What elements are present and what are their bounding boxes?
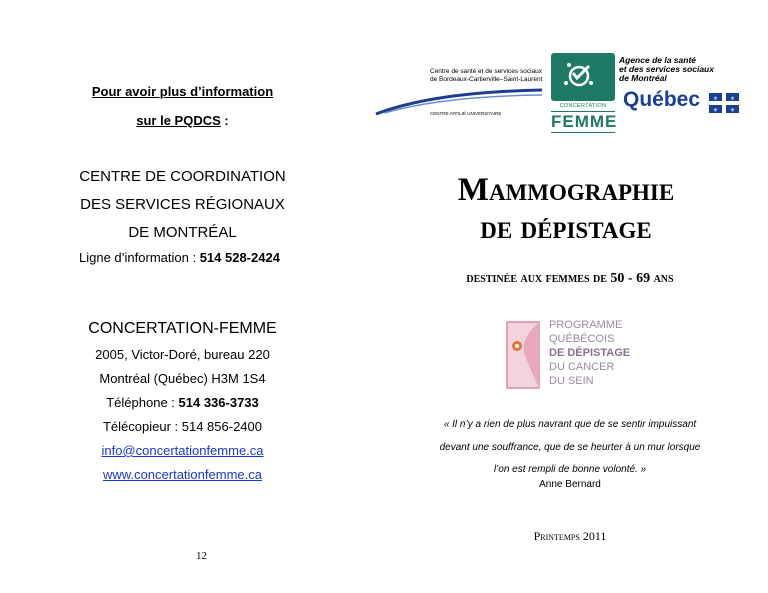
pqdcs-link[interactable]: sur le PQDCS (136, 113, 221, 128)
flower-check-icon (551, 53, 615, 101)
fax-line: Télécopieur : 514 856-2400 (102, 419, 262, 434)
season-label: Printemps 2011 (533, 529, 607, 543)
concertation-label: CONCERTATION (559, 103, 607, 109)
svg-text:⚜: ⚜ (729, 95, 736, 103)
concertation-emblem (551, 53, 615, 101)
info-phone-number: 514 528-2424 (199, 250, 280, 265)
pqdcs-logo (505, 318, 635, 392)
quote-line-3: l’on est rempli de bonne volonté. » (493, 464, 647, 475)
pqdcs-line-5: DU SEIN (549, 375, 594, 387)
info-colon: : (220, 113, 229, 128)
phone-label: Téléphone : (106, 395, 179, 410)
svg-text:⚜: ⚜ (712, 95, 719, 103)
svg-text:⚜: ⚜ (712, 107, 719, 113)
csss-affiliation: CENTRE AFFILIÉ UNIVERSITAIRE (430, 111, 502, 116)
agence-line-1: Agence de la santé (619, 55, 697, 65)
agence-line-3: de Montréal (619, 73, 667, 83)
phone-number: 514 336-3733 (178, 395, 259, 410)
info-phone-line (79, 250, 280, 265)
quebec-flag-icon (709, 93, 739, 113)
centre-line-2: DES SERVICES RÉGIONAUX (80, 196, 285, 213)
csss-name-line-2: de Bordeaux-Cartierville–Saint-Laurent (430, 76, 543, 83)
centre-line-3: DE MONTRÉAL (128, 224, 237, 241)
website-wrap (40, 467, 325, 482)
pqdcs-line-1: PROGRAMME (549, 319, 623, 331)
address-line-1: 2005, Victor-Doré, bureau 220 (95, 347, 270, 362)
pqdcs-line-4: DU CANCER (549, 361, 615, 373)
pqdcs-line-2: QUÉBÉCOIS (549, 333, 615, 345)
csss-name-line-1: Centre de santé et de services sociaux (430, 68, 543, 75)
concertation-femme-logo (551, 53, 618, 135)
org-name: CONCERTATION-FEMME (88, 320, 277, 337)
phone-line (40, 395, 325, 410)
info-phone-label: Ligne d’information : (79, 250, 200, 265)
csss-logo (374, 56, 544, 126)
website-link[interactable]: www.concertationfemme.ca (103, 467, 262, 482)
email-wrap (40, 443, 325, 458)
agence-quebec-logo (619, 56, 744, 116)
title-line-1: Mammographie (457, 172, 675, 208)
pqdcs-line-3: DE DÉPISTAGE (549, 347, 631, 359)
title-line-2: de dépistage (480, 210, 652, 246)
pqdcs-ribbon-icon (505, 320, 545, 390)
svg-text:⚜: ⚜ (729, 107, 736, 113)
address-line-2: Montréal (Québec) H3M 1S4 (99, 371, 266, 386)
quote-line-2: devant une souffrance, que de se heurter à un mur lorsque (439, 442, 701, 453)
quote-line-1: « Il n’y a rien de plus navrant que de se sentir impuissant (443, 419, 697, 430)
quebec-wordmark: Québec (623, 88, 701, 111)
femme-label: FEMME (551, 112, 618, 131)
agence-line-2: et des services sociaux (619, 64, 714, 74)
quote-author: Anne Bernard (539, 479, 601, 490)
page-number: 12 (196, 550, 207, 562)
email-link[interactable]: info@concertationfemme.ca (101, 443, 264, 458)
info-heading: Pour avoir plus d’information (91, 84, 274, 99)
info-subheading (40, 113, 325, 128)
centre-line-1: CENTRE DE COORDINATION (79, 168, 286, 185)
subtitle: destinée aux femmes de 50 - 69 ans (466, 271, 674, 286)
